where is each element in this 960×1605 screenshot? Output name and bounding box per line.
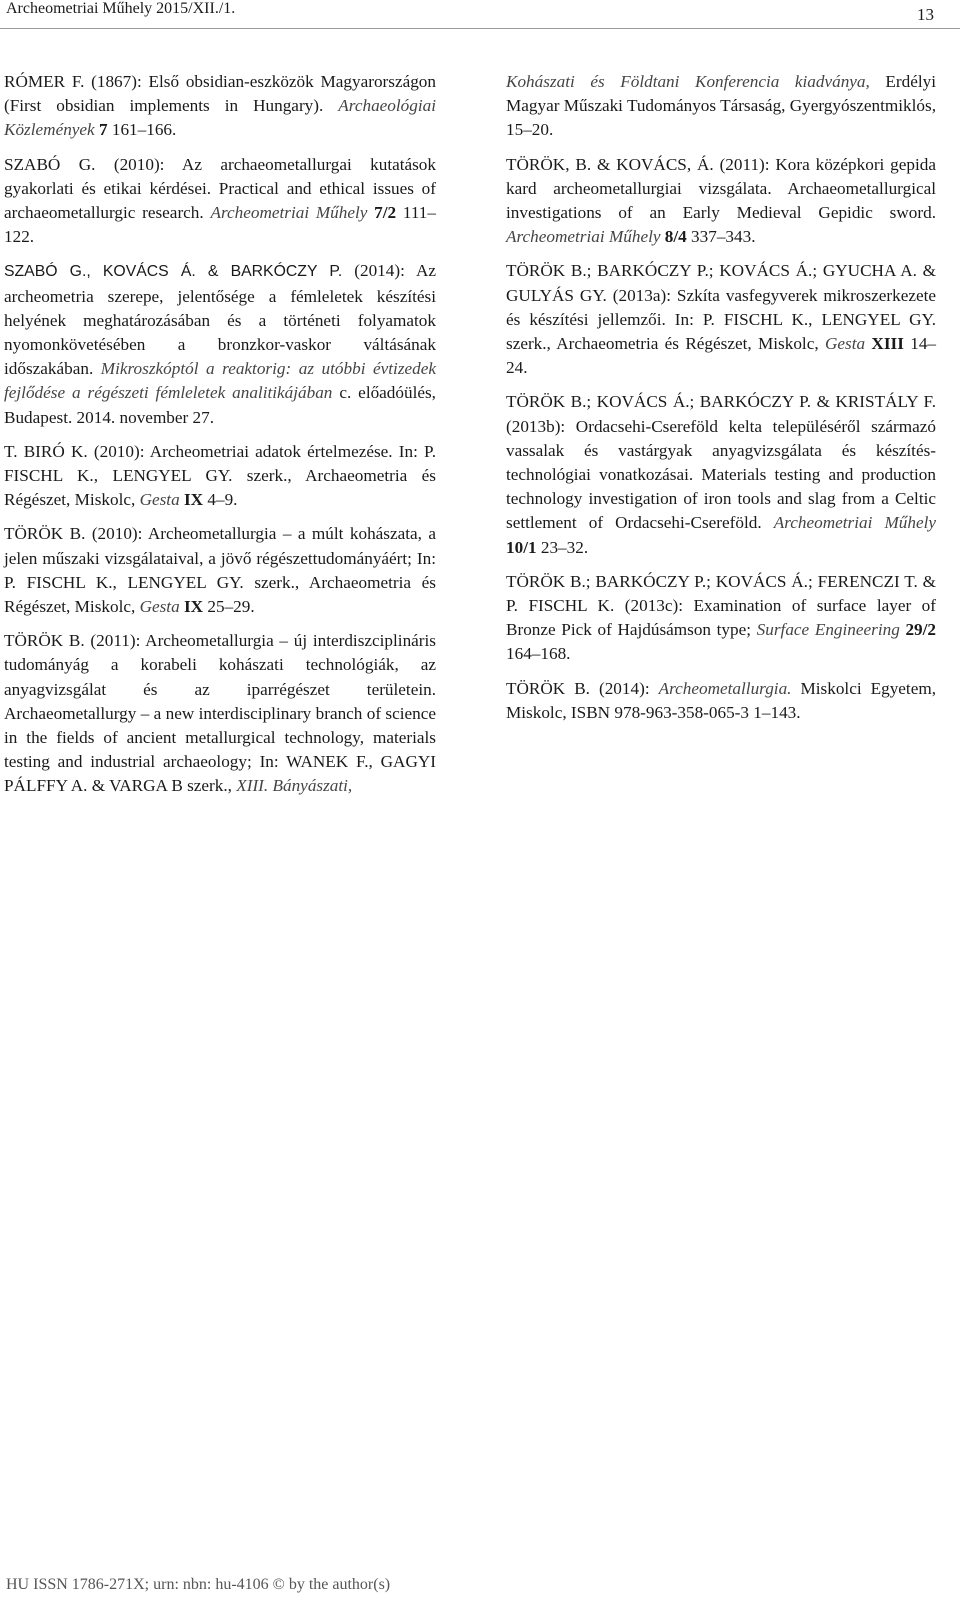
reference-text: TÖRÖK B.; BARKÓCZY P.; KOVÁCS Á.; GYUCHA A. & GULYÁS GY. (2013a): Szkíta vasfegyverek mikroszerkezete és készítési jellemzői. In: P. FISCHL K., LENGYEL GY. szerk., Archaeometria és Régészet, Miskolc, — [506, 261, 936, 354]
reference-entry — [506, 70, 936, 143]
reference-text: Gesta — [139, 597, 180, 617]
reference-text: TÖRÖK B.; KOVÁCS Á.; BARKÓCZY P. & KRISTÁLY F. (2013b): Ordacsehi-Csereföld kelta településéről származó vassalak és vastárgyak anyagvizsgálata és készítés-technológiai vonatkozásai. Materials testing and production technology investigation of iron tools and slag from a Celtic settlement of Ordacsehi-Csereföld. — [506, 392, 936, 533]
reference-text: 8/4 — [664, 227, 687, 247]
reference-entry — [506, 153, 936, 250]
reference-text: 25–29. — [203, 597, 255, 617]
reference-entry — [4, 153, 436, 250]
reference-text: T. BIRÓ K. (2010): Archeometriai adatok értelmezése. In: P. FISCHL K., LENGYEL GY. szerk., Archaeometria és Régészet, Miskolc, — [4, 441, 436, 510]
references-left-column — [4, 70, 436, 809]
reference-text: Archeometriai Műhely — [506, 227, 661, 247]
reference-entry — [506, 570, 936, 667]
references-right-column — [506, 70, 936, 735]
reference-text: Miskolci Egyetem, Miskolc, ISBN 978-963-358-065-3 1–143. — [506, 678, 936, 722]
reference-text: 7 — [98, 120, 108, 140]
reference-entry — [4, 522, 436, 619]
reference-text: TÖRÖK, B. & KOVÁCS, Á. (2011): Kora középkori gepida kard archeometallurgiai vizsgálata. Archaeometallurgical investigations of an Early Medieval Gepidic sword. — [506, 154, 936, 223]
reference-entry — [4, 70, 436, 143]
reference-text: TÖRÖK B. (2014): — [506, 678, 659, 698]
reference-entry — [506, 390, 936, 559]
reference-text: IX — [183, 597, 204, 617]
reference-text: 164–168. — [506, 644, 571, 664]
reference-text: 10/1 — [506, 537, 537, 557]
reference-text: 161–166. — [107, 120, 177, 140]
reference-entry — [506, 259, 936, 380]
reference-text: 14–24. — [506, 334, 937, 378]
reference-text: RÓMER F. (1867): Első obsidian-eszközök Magyarországon (First obsidian implements in Hungary). — [4, 72, 436, 116]
reference-text: c. előadóülés, Budapest. 2014. november 27. — [4, 383, 436, 427]
reference-text: SZABÓ G. (2010): Az archaeometallurgai kutatások gyakorlati és etikai kérdései. Practical and ethical issues of archaeometallurgic research. — [4, 154, 436, 223]
reference-text: 337–343. — [686, 227, 756, 247]
reference-text: 111–122. — [4, 203, 436, 247]
reference-text: 29/2 — [905, 620, 937, 640]
reference-text: Erdélyi Magyar Műszaki Tudományos Társaság, Gyergyószentmiklós, 15–20. — [506, 72, 936, 140]
reference-entry — [506, 677, 936, 725]
footer-issn: HU ISSN 1786-271X; urn: nbn: hu-4106 © by the author(s) — [6, 1576, 391, 1593]
reference-entry — [4, 629, 436, 798]
reference-text: Archeometriai Műhely — [210, 203, 368, 223]
reference-text: XIII — [871, 334, 904, 354]
reference-text: 4–9. — [203, 490, 238, 510]
reference-text: (2014): Az archeometria szerepe, jelentősége a fémleletek készítési helyének meghatározásában és a történeti folyamatok nyomonkövetésében a bronzkor-vaskor váltásának időszakában. — [4, 261, 436, 379]
reference-text: Archeometallurgia. — [658, 678, 792, 698]
page-number: 13 — [917, 5, 934, 24]
reference-text: Archaeológiai Közlemények — [4, 96, 436, 140]
reference-text: Archeometriai Műhely — [773, 513, 936, 533]
reference-text: XIII. Bányászati, — [236, 776, 353, 796]
reference-entry — [4, 440, 436, 513]
reference-text: SZABÓ G., KOVÁCS Á. & BARKÓCZY P. — [4, 263, 343, 281]
reference-text: TÖRÖK B.; BARKÓCZY P.; KOVÁCS Á.; FERENCZI T. & P. FISCHL K. (2013c): Examination of surface layer of Bronze Pick of Hajdúsámson type; — [506, 571, 936, 640]
reference-text: Kohászati és Földtani Konferencia kiadványa, — [506, 72, 870, 91]
reference-text: Gesta — [824, 334, 866, 354]
reference-text: TÖRÖK B. (2010): Archeometallurgia – a múlt kohászata, a jelen műszaki vizsgálataival, a jövő régészettudományáért; In: P. FISCHL K., LENGYEL GY. szerk., Archaeometria és Régészet, Miskolc, — [4, 524, 436, 617]
reference-text: 23–32. — [536, 537, 589, 557]
reference-entry — [4, 259, 436, 429]
journal-title: Archeometriai Műhely 2015/XII./1. — [6, 0, 236, 17]
reference-text: Surface Engineering — [756, 620, 900, 640]
reference-text: Mikroszkóptól a reaktorig: az utóbbi évtizedek fejlődése a régészeti fémleletek analitikájában — [4, 359, 436, 403]
header-divider — [0, 28, 960, 29]
reference-text: IX — [183, 490, 204, 510]
reference-text: 7/2 — [374, 203, 397, 223]
reference-text: Gesta — [139, 490, 180, 510]
reference-text: TÖRÖK B. (2011): Archeometallurgia – új interdiszciplináris tudományág a korabeli kohászati technológiák, az anyagvizsgálat és az iparrégészet területein. Archaeometallurgy – a new interdisciplinary branch of science in the fields of ancient metallurgical technology, materials testing and industrial archaeology; In: WANEK F., GAGYI PÁLFFY A. & VARGA B szerk., — [4, 631, 436, 796]
